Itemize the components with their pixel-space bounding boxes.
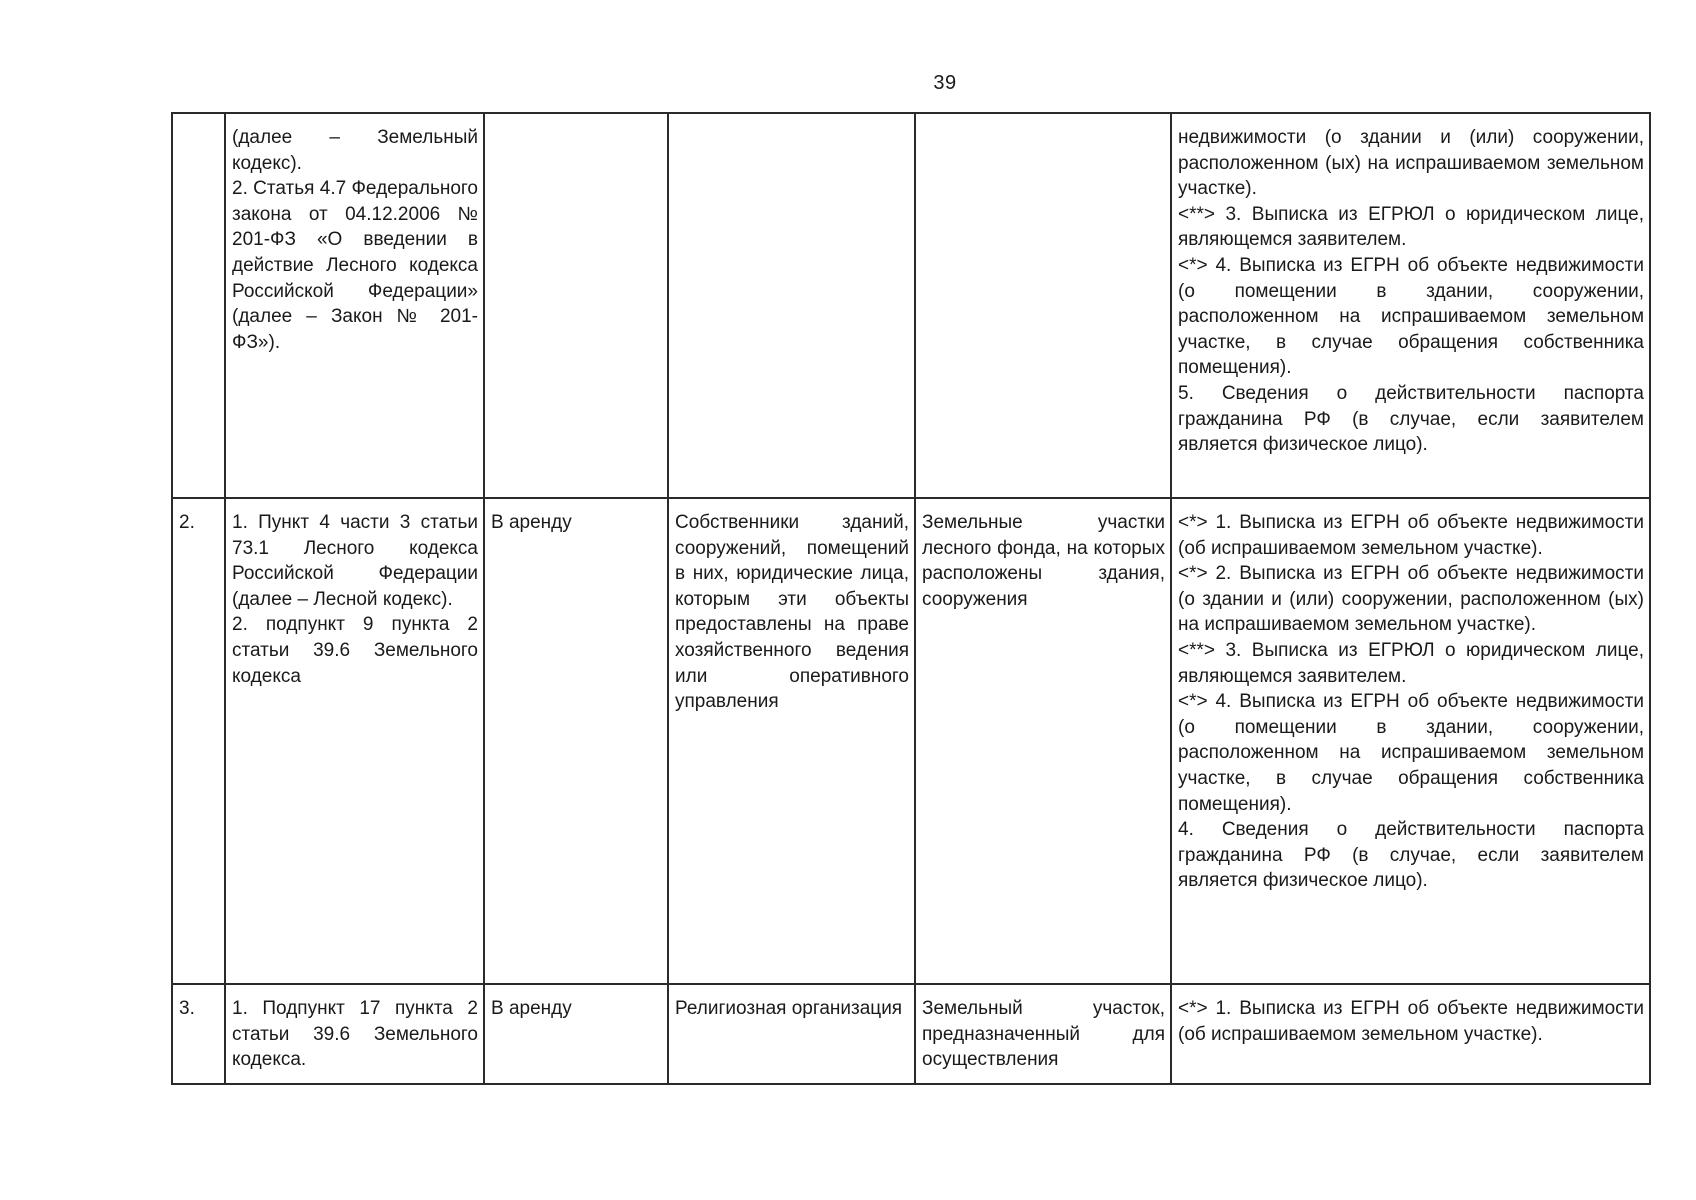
applicants-cell: Религиозная организация [668,984,915,1084]
documents-cell [1171,984,1650,1084]
right-type-cell [484,113,668,498]
row-number-cell: 2. [172,498,225,984]
document-item: <**> 3. Выписка из ЕГРЮЛ о юридическом лице, являющемся заявителем. [1178,203,1644,251]
basis-item: (далее – Земельный кодекс). [232,127,478,174]
document-table [171,112,1651,1085]
applicants-cell: Собственники зданий, сооружений, помещений в них, юридические лица, которым эти объекты предоставлены на праве хозяйственного ведения или оперативного управления [668,498,915,984]
basis-item: 2. подпункт 9 пункта 2 статьи 39.6 Земельного кодекса [232,614,478,687]
basis-item: 1. Подпункт 17 пункта 2 статьи 39.6 Земельного кодекса. [232,998,478,1071]
document-item: <*> 1. Выписка из ЕГРН об объекте недвижимости (об испрашиваемом земельном участке). [1178,512,1644,559]
basis-cell [225,984,484,1084]
basis-item: 2. Статья 4.7 Федерального закона от 04.12.2006 № 201-ФЗ «О введении в действие Лесного кодекса Российской Федерации» (далее – Закон № 201-ФЗ»). [232,178,478,353]
documents-cell [1171,113,1650,498]
document-item: 5. Сведения о действительности паспорта гражданина РФ (в случае, если заявителем является физическое лицо). [1178,382,1644,456]
document-item: <**> 3. Выписка из ЕГРЮЛ о юридическом лице, являющемся заявителем. [1178,639,1644,687]
table-row [172,113,1650,498]
document-item: <*> 1. Выписка из ЕГРН об объекте недвижимости (об испрашиваемом земельном участке). [1178,998,1644,1045]
land-plot-cell: Земельные участки лесного фонда, на которых расположены здания, сооружения [915,498,1171,984]
basis-item: 1. Пункт 4 части 3 статьи 73.1 Лесного кодекса Российской Федерации (далее – Лесной кодекс). [232,512,478,610]
document-item: недвижимости (о здании и (или) сооружении, расположенном (ых) на испрашиваемом земельном участке). [1178,127,1644,200]
document-item: <*> 4. Выписка из ЕГРН об объекте недвижимости (о помещении в здании, сооружении, расположенном на испрашиваемом земельном участке, в случае обращения собственника помещения). [1178,691,1644,815]
page-number: 39 [933,72,957,94]
table-row [172,498,1650,984]
right-type-cell: В аренду [484,498,668,984]
land-plot-cell: Земельный участок, предназначенный для осуществления [915,984,1171,1084]
row-number-cell [172,113,225,498]
table-row [172,984,1650,1084]
land-plot-cell [915,113,1171,498]
applicants-cell [668,113,915,498]
document-item: <*> 4. Выписка из ЕГРН об объекте недвижимости (о помещении в здании, сооружении, расположенном на испрашиваемом земельном участке, в случае обращения собственника помещения). [1178,254,1644,379]
basis-cell [225,498,484,984]
documents-cell [1171,498,1650,984]
row-number-cell: 3. [172,984,225,1084]
basis-cell [225,113,484,498]
document-item: <*> 2. Выписка из ЕГРН об объекте недвижимости (о здании и (или) сооружении, расположенном (ых) на испрашиваемом земельном участке). [1178,563,1644,636]
right-type-cell: В аренду [484,984,668,1084]
document-item: 4. Сведения о действительности паспорта гражданина РФ (в случае, если заявителем является физическое лицо). [1178,819,1644,892]
